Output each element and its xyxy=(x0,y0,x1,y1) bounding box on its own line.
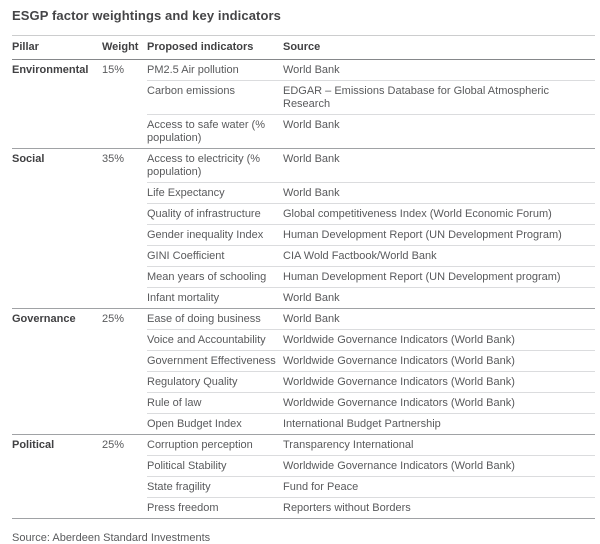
indicator-cell: Infant mortality xyxy=(147,292,220,304)
source-cell: Fund for Peace xyxy=(283,481,359,493)
table-row xyxy=(147,497,595,518)
source-cell: Worldwide Governance Indicators (World Bank) xyxy=(283,397,515,409)
pillar-section-governance xyxy=(12,308,595,434)
indicator-cell: Gender inequality Index xyxy=(147,229,264,241)
table-row xyxy=(147,309,595,329)
table-row xyxy=(147,329,595,350)
source-cell: Worldwide Governance Indicators (World Bank) xyxy=(283,376,515,388)
column-header-weight: Weight xyxy=(102,41,139,53)
source-note: Source: Aberdeen Standard Investments xyxy=(12,532,211,544)
pillar-weight: 25% xyxy=(102,439,125,451)
indicator-cell: Quality of infrastructure xyxy=(147,208,261,220)
table-row xyxy=(147,224,595,245)
figure-title: ESGP factor weightings and key indicators xyxy=(12,8,281,23)
table-row xyxy=(147,149,595,182)
pillar-section-political xyxy=(12,434,595,518)
indicator-rows xyxy=(147,60,595,148)
source-cell: World Bank xyxy=(283,119,340,131)
table-row xyxy=(147,350,595,371)
table-row xyxy=(147,371,595,392)
indicator-cell: Life Expectancy xyxy=(147,187,225,199)
source-cell: Transparency International xyxy=(283,439,414,451)
pillar-name: Environmental xyxy=(12,64,89,76)
indicator-cell: PM2.5 Air pollution xyxy=(147,64,239,76)
pillar-weight: 15% xyxy=(102,64,125,76)
column-header-pillar: Pillar xyxy=(12,41,39,53)
table-body xyxy=(12,60,595,518)
source-cell: International Budget Partnership xyxy=(283,418,441,430)
indicator-cell: Access to safe water (% population) xyxy=(147,119,265,144)
table-row xyxy=(147,455,595,476)
source-cell: Global competitiveness Index (World Economic Forum) xyxy=(283,208,552,220)
table-row xyxy=(147,435,595,455)
source-cell: World Bank xyxy=(283,187,340,199)
indicator-cell: Political Stability xyxy=(147,460,227,472)
indicator-cell: Carbon emissions xyxy=(147,85,236,97)
table-row xyxy=(147,203,595,224)
indicator-cell: Mean years of schooling xyxy=(147,271,267,283)
indicator-cell: Access to electricity (% population) xyxy=(147,153,261,178)
indicator-rows xyxy=(147,435,595,518)
source-cell: Reporters without Borders xyxy=(283,502,411,514)
pillar-name: Social xyxy=(12,153,45,165)
table-row xyxy=(147,60,595,80)
indicator-cell: Voice and Accountability xyxy=(147,334,266,346)
pillar-weight: 35% xyxy=(102,153,125,165)
table-row xyxy=(147,182,595,203)
table-row xyxy=(147,476,595,497)
source-cell: Human Development Report (UN Development Program) xyxy=(283,229,562,241)
column-header-indicators: Proposed indicators xyxy=(147,41,254,53)
source-cell: Worldwide Governance Indicators (World Bank) xyxy=(283,355,515,367)
indicator-rows xyxy=(147,149,595,308)
source-cell: World Bank xyxy=(283,292,340,304)
indicator-cell: Ease of doing business xyxy=(147,313,261,325)
indicator-cell: Press freedom xyxy=(147,502,219,514)
indicator-cell: Open Budget Index xyxy=(147,418,242,430)
indicator-cell: State fragility xyxy=(147,481,211,493)
column-header-source: Source xyxy=(283,41,321,53)
table-row xyxy=(147,392,595,413)
source-cell: CIA Wold Factbook/World Bank xyxy=(283,250,437,262)
table-row xyxy=(147,245,595,266)
source-cell: Worldwide Governance Indicators (World Bank) xyxy=(283,334,515,346)
indicator-cell: GINI Coefficient xyxy=(147,250,225,262)
table-row xyxy=(147,266,595,287)
source-cell: World Bank xyxy=(283,153,340,165)
table-row xyxy=(147,114,595,148)
source-cell: Worldwide Governance Indicators (World Bank) xyxy=(283,460,515,472)
pillar-section-environmental xyxy=(12,60,595,148)
source-cell: World Bank xyxy=(283,313,340,325)
indicator-rows xyxy=(147,309,595,434)
pillar-name: Political xyxy=(12,439,55,451)
table-row xyxy=(147,287,595,308)
esg-weightings-table xyxy=(12,35,595,519)
indicator-cell: Corruption perception xyxy=(147,439,253,451)
table-row xyxy=(147,80,595,114)
pillar-name: Governance xyxy=(12,313,76,325)
indicator-cell: Rule of law xyxy=(147,397,202,409)
pillar-weight: 25% xyxy=(102,313,125,325)
table-row xyxy=(147,413,595,434)
source-cell: Human Development Report (UN Development program) xyxy=(283,271,561,283)
indicator-cell: Government Effectiveness xyxy=(147,355,276,367)
indicator-cell: Regulatory Quality xyxy=(147,376,238,388)
source-cell: World Bank xyxy=(283,64,340,76)
source-cell: EDGAR – Emissions Database for Global Atmospheric Research xyxy=(283,85,549,110)
table-header-row xyxy=(12,36,595,60)
pillar-section-social xyxy=(12,148,595,308)
